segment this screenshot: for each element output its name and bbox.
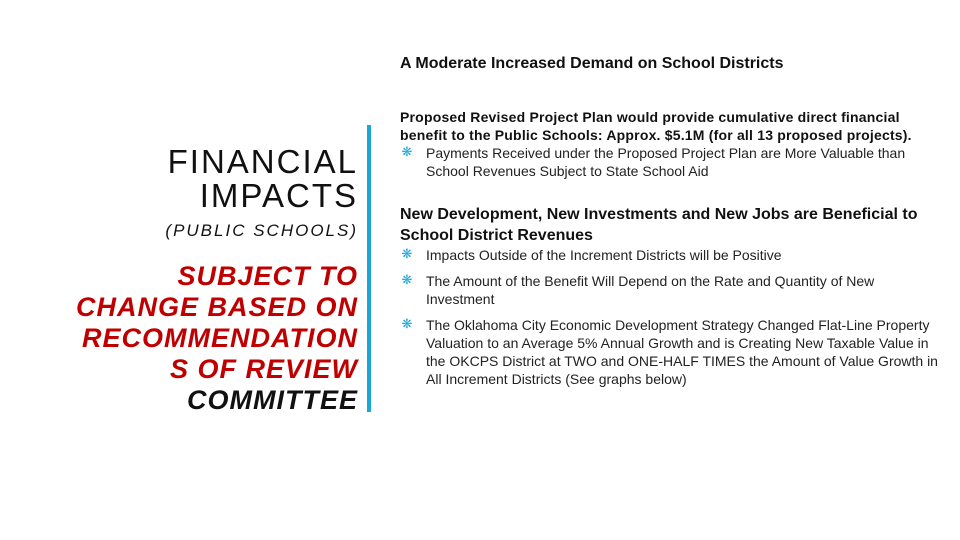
warning-note — [10, 261, 358, 416]
list-item — [400, 246, 940, 264]
warning-line: COMMITTEE — [187, 385, 358, 415]
vertical-divider — [367, 125, 371, 412]
asterisk-icon: ❋ — [401, 247, 413, 262]
list-item — [400, 272, 940, 308]
slide-title: A Moderate Increased Demand on School Districts — [400, 55, 784, 72]
section-heading: New Development, New Investments and New Jobs are Beneficial to School District Revenues — [400, 206, 918, 244]
intro-paragraph: Proposed Revised Project Plan would provide cumulative direct financial benefit to the Public Schools: Approx. $5.1M (for all 13 proposed projects). — [400, 109, 912, 143]
bullet-list-2 — [400, 246, 940, 388]
asterisk-icon: ❋ — [401, 145, 413, 160]
bullet-text: The Oklahoma City Economic Development Strategy Changed Flat-Line Property Valuation to an Average 5% Annual Growth and is Creating New Taxable Value in the OKCPS District at TWO and ONE-HALF TIMES the Amount of Value Growth in All Increment Districts (See graphs below) — [426, 317, 938, 387]
public-schools-subheading: (PUBLIC SCHOOLS) — [165, 221, 358, 240]
list-item — [400, 316, 940, 388]
warning-line: SUBJECT TO — [177, 261, 358, 291]
warning-line: RECOMMENDATION — [82, 323, 358, 353]
financial-impacts-heading — [10, 145, 358, 213]
asterisk-icon: ❋ — [401, 273, 413, 288]
bullet-text: Impacts Outside of the Increment Districts will be Positive — [426, 247, 782, 263]
bullet-text: Payments Received under the Proposed Project Plan are More Valuable than School Revenues Subject to State School Aid — [426, 145, 906, 179]
heading-line: FINANCIAL — [167, 143, 358, 180]
content-panel — [400, 108, 940, 396]
warning-line: S OF REVIEW — [169, 354, 358, 384]
left-panel — [10, 145, 358, 416]
bullet-text: The Amount of the Benefit Will Depend on the Rate and Quantity of New Investment — [426, 273, 875, 307]
bullet-list-1 — [400, 144, 940, 180]
list-item — [400, 144, 940, 180]
asterisk-icon: ❋ — [401, 317, 413, 332]
heading-line: IMPACTS — [199, 177, 358, 214]
warning-line: CHANGE BASED ON — [75, 292, 358, 322]
